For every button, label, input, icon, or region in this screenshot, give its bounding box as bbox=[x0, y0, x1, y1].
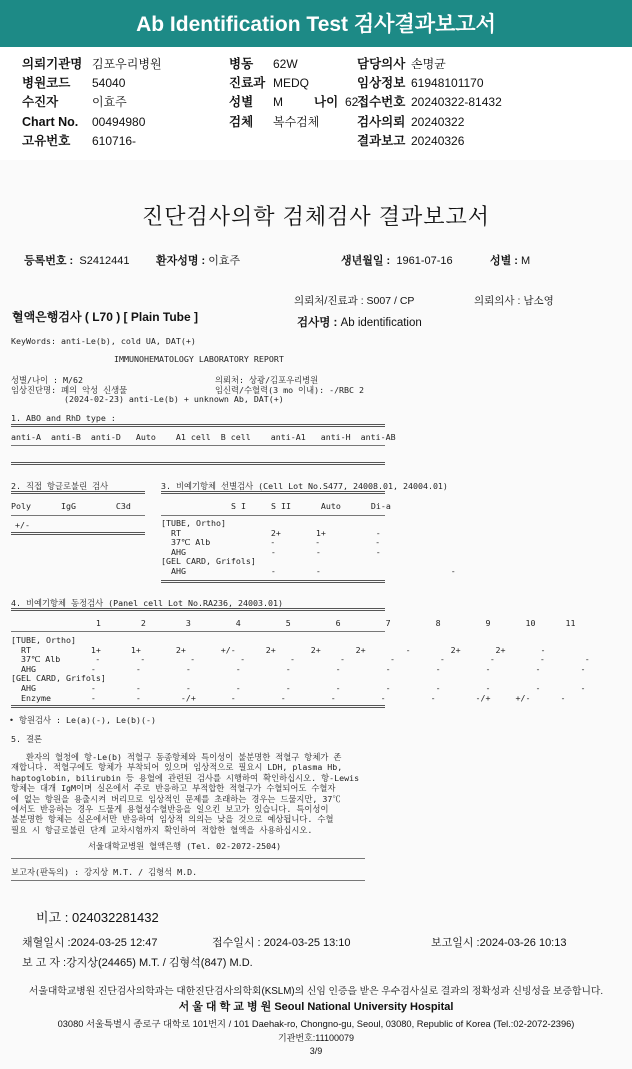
dat-value: +/- bbox=[15, 520, 30, 530]
identification-row: AHG - - - - - - - - - - - bbox=[11, 663, 586, 674]
institution-number: 기관번호:11100079 bbox=[278, 1033, 354, 1043]
identification-headers: 1 2 3 4 5 6 7 8 9 10 11 bbox=[11, 618, 576, 628]
field-value: 이효주 bbox=[92, 95, 127, 109]
field-label: 결과보고 bbox=[357, 134, 406, 148]
section-abo-title: 1. ABO and RhD type : bbox=[11, 413, 116, 423]
dat-headers: Poly IgG C3d bbox=[11, 501, 131, 511]
identification-row: 37℃ Alb - - - - - - - - - - - bbox=[11, 654, 590, 665]
identification-row: [GEL CARD, Grifols] bbox=[11, 673, 106, 684]
divider bbox=[11, 424, 385, 427]
section-screening-title: 3. 비예기항체 선별검사 (Cell Lot No.S477, 24008.01, 24004.01) bbox=[161, 481, 448, 491]
blood-bank: 서울대학교병원 혈액은행 (Tel. 02-2072-2504) bbox=[88, 841, 282, 851]
field-value: 00494980 bbox=[92, 115, 146, 129]
field-value: MEDQ bbox=[273, 76, 309, 90]
panel-title: 혈액은행검사 ( L70 ) [ Plain Tube ] bbox=[12, 310, 199, 324]
divider bbox=[11, 631, 385, 632]
pregnancy-transfusion: 임신력/수혈력(3 mo 이내): -/RBC 2 bbox=[215, 385, 365, 395]
field-value: 610716- bbox=[92, 134, 137, 148]
field-label: Chart No. bbox=[22, 115, 79, 129]
divider bbox=[11, 462, 385, 465]
field-value: 복수검체 bbox=[273, 115, 320, 129]
requesting-department: 의뢰처/진료과 : S007 / CP bbox=[294, 295, 415, 307]
field-label: 병원코드 bbox=[22, 76, 71, 90]
field-label: 담당의사 bbox=[357, 57, 406, 71]
report-time: 보고일시 :2024-03-26 10:13 bbox=[431, 937, 567, 949]
birth-date: 생년월일 : 1961-07-16 bbox=[341, 255, 453, 267]
field-value: 54040 bbox=[92, 76, 126, 90]
keywords: KeyWords: anti-Le(b), cold UA, DAT(+) bbox=[11, 336, 196, 346]
note: 비고 : 024032281432 bbox=[36, 910, 159, 925]
sex: 성별 : M bbox=[490, 255, 531, 267]
receipt-time: 접수일시 : 2024-03-25 13:10 bbox=[212, 937, 351, 949]
divider bbox=[11, 858, 365, 859]
screening-headers: S I S II Auto Di-a bbox=[231, 501, 391, 511]
identification-row: [TUBE, Ortho] bbox=[11, 635, 76, 645]
field-label: 접수번호 bbox=[357, 95, 406, 109]
conclusion-text: 환자의 혈청에 항-Le(b) 적혈구 동종항체와 특이성이 불분명한 적혈구 항체가 존 재합니다. 적혈구에도 항체가 부착되어 있으며 임상적으로 필요시 LDH, plasma Hb, haptoglobin, bilirubin 등 용혈에 관련된 검사를 시행하여 확인하십시오. 항-Lewis 항체는 대개 IgM이며 실온에서 주로 반응하고 부적합한 적혈구가 수혈되어도 수혈자 에 없는 항원을 용출시켜 버리므로 임상적인 문제를 초래하는 경우는 드물지만, 37℃ 에서도 반응하는 경우 드물게 용혈성수혈반응을 일으킨 보고가 있습니다. 특이성이 불분명한 항체는 실온에서만 반응하여 임상적 의의는 낮을 것으로 예상됩니다. 수혈 필요 시 항글로불린 단계 교차시험까지 확인하여 적합한 혈액을 사용하십시오. bbox=[11, 752, 360, 835]
patient-name: 환자성명 : 이효주 bbox=[156, 255, 241, 267]
certification: 서울대학교병원 진단검사의학과는 대한진단검사의학회(KSLM)의 신임 인증을 받은 우수검사실로 결과의 정확성과 신빙성을 보증합니다. bbox=[28, 986, 604, 997]
hospital-name: 서 울 대 학 교 병 원 Seoul National University Hospital bbox=[178, 1001, 454, 1013]
divider bbox=[11, 608, 385, 611]
report-banner-title: Ab Identification Test 검사결과보고서 bbox=[0, 0, 632, 47]
reporter-detail: 보 고 자 :강지상(24465) M.T. / 김형석(847) M.D. bbox=[22, 957, 253, 969]
field-value: 62 bbox=[345, 95, 359, 109]
section-conclusion-title: 5. 결론 bbox=[11, 734, 43, 744]
field-value: 62W bbox=[273, 57, 298, 71]
screening-row: 37℃ Alb - - - bbox=[161, 537, 381, 548]
field-label: 수진자 bbox=[22, 95, 59, 109]
antibody-history: (2024-02-23) anti-Le(b) + unknown Ab, DAT(+) bbox=[64, 394, 284, 404]
field-label: 병동 bbox=[229, 57, 254, 71]
test-name: 검사명 : Ab identification bbox=[297, 317, 422, 329]
divider bbox=[11, 880, 365, 881]
identification-row: Enzyme - - -/+ - - - - - -/+ +/- - bbox=[11, 692, 566, 703]
field-value: 20240326 bbox=[411, 134, 465, 148]
scanned-report bbox=[0, 160, 632, 1069]
clinical-diagnosis: 임상진단명: 폐의 악성 신생물 bbox=[11, 385, 128, 395]
collection-time: 채혈일시 :2024-03-25 12:47 bbox=[22, 937, 158, 949]
requester: 의뢰처: 상광/김포우리병원 bbox=[215, 375, 319, 385]
section-dat-title: 2. 직접 항글로불린 검사 bbox=[11, 481, 109, 491]
screening-row: [TUBE, Ortho] bbox=[161, 518, 226, 528]
divider bbox=[11, 491, 145, 494]
field-value: 20240322-81432 bbox=[411, 95, 502, 109]
field-label: 나이 bbox=[314, 95, 339, 109]
field-label: 임상정보 bbox=[357, 76, 406, 90]
request-info-header bbox=[0, 52, 632, 152]
identification-row: RT 1+ 1+ 2+ +/- 2+ 2+ 2+ - 2+ 2+ - bbox=[11, 644, 546, 655]
field-value: 김포우리병원 bbox=[92, 57, 162, 71]
field-label: 검체 bbox=[229, 115, 254, 129]
field-label: 진료과 bbox=[229, 76, 266, 90]
divider bbox=[161, 580, 385, 583]
reporter: 보고자(판독의) : 강지상 M.T. / 김형석 M.D. bbox=[11, 867, 198, 877]
sex-age: 성별/나이 : M/62 bbox=[11, 375, 84, 385]
field-value: 61948101170 bbox=[411, 76, 484, 90]
field-label: 성별 bbox=[229, 95, 254, 109]
requesting-doctor: 의뢰의사 : 남소영 bbox=[474, 295, 554, 307]
divider bbox=[161, 515, 385, 516]
hospital-address: 03080 서울특별시 종로구 대학로 101번지 / 101 Daehak-ro, Chongno-gu, Seoul, 03080, Republic of Korea (Tel.:02-2072-2396) bbox=[57, 1019, 575, 1029]
screening-row: AHG - - - bbox=[161, 546, 381, 557]
registration-number: 등록번호 : S2412441 bbox=[24, 255, 130, 267]
antigen-test: • 항원검사 : Le(a)(-), Le(b)(-) bbox=[9, 715, 156, 725]
field-value: 20240322 bbox=[411, 115, 465, 129]
divider bbox=[11, 445, 385, 446]
field-label: 고유번호 bbox=[22, 134, 71, 148]
lab-report-title: IMMUNOHEMATOLOGY LABORATORY REPORT bbox=[114, 354, 284, 364]
divider bbox=[161, 491, 385, 494]
field-label: 의뢰기관명 bbox=[22, 57, 83, 71]
field-value: M bbox=[273, 95, 283, 109]
divider bbox=[11, 515, 145, 516]
divider bbox=[11, 705, 385, 708]
abo-headers: anti-A anti-B anti-D Auto A1 cell B cell anti-A1 anti-H anti-AB bbox=[11, 432, 396, 442]
identification-row: AHG - - - - - - - - - - - bbox=[11, 682, 586, 693]
screening-row: RT 2+ 1+ - bbox=[161, 527, 381, 538]
screening-results bbox=[161, 519, 456, 577]
page-number: 3/9 bbox=[309, 1046, 323, 1056]
screening-row: [GEL CARD, Grifols] bbox=[161, 556, 256, 567]
report-title: 진단검사의학 검체검사 결과보고서 bbox=[141, 204, 490, 229]
identification-results bbox=[11, 636, 590, 703]
field-value: 손명균 bbox=[411, 57, 446, 71]
field-label: 검사의뢰 bbox=[357, 115, 406, 129]
divider bbox=[11, 532, 145, 535]
screening-row: AHG - - - bbox=[161, 565, 456, 576]
section-identification-title: 4. 비예기항체 동정검사 (Panel cell Lot No.RA236, 24003.01) bbox=[11, 598, 283, 608]
